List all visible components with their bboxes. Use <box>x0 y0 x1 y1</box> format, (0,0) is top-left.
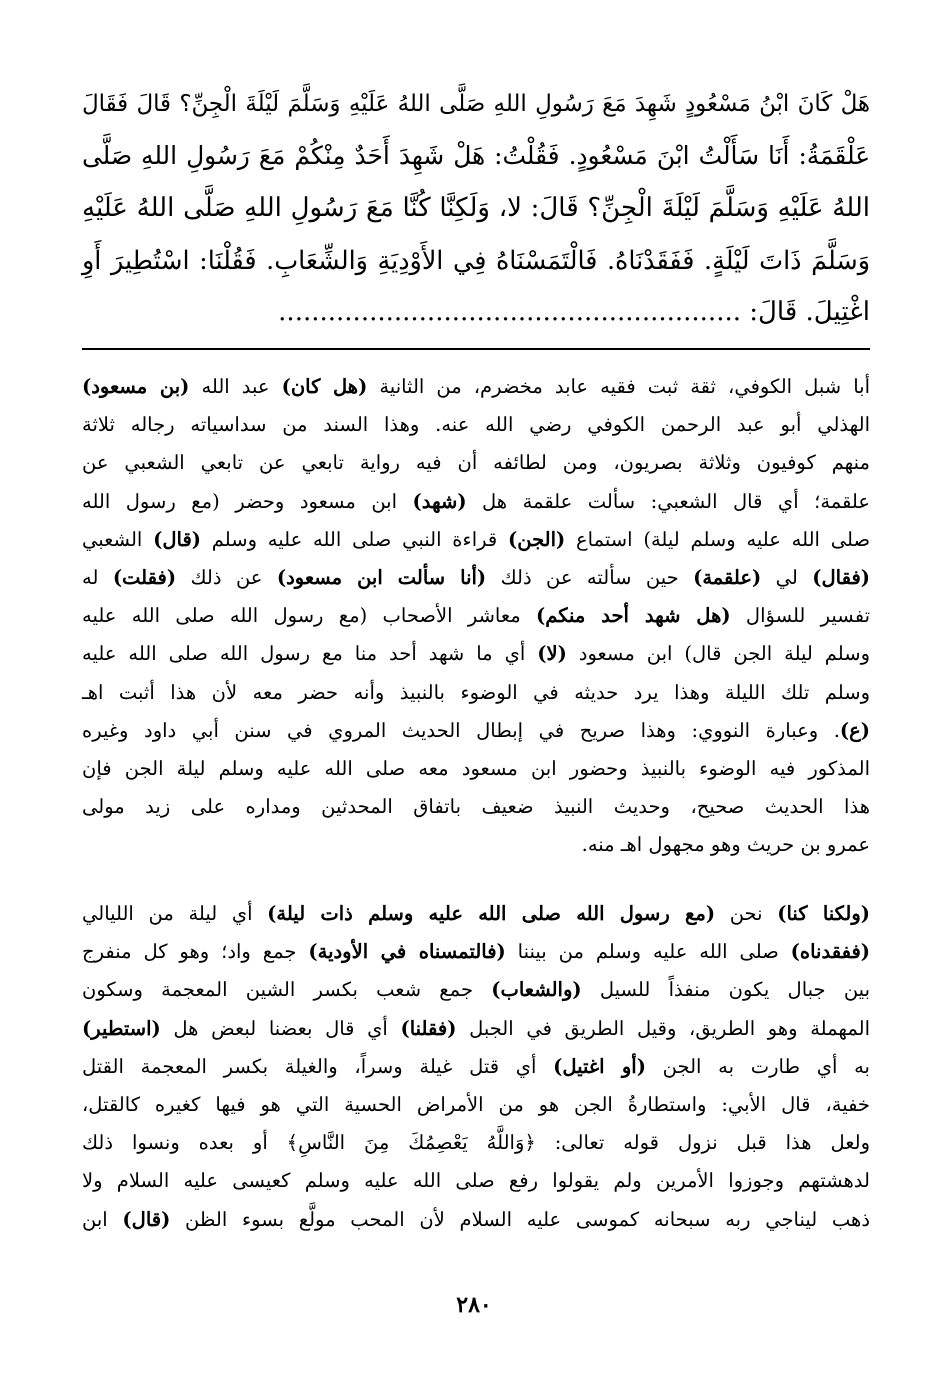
commentary-line: لدهشتهم وجوزوا الأمرين ولم يقولوا رفع صلى الله عليه وسلم كعيسى عليه السلام ولا <box>82 1169 870 1193</box>
commentary-line: المذكور فيه الوضوء بالنبيذ وحضور ابن مسعود معه صلى الله عليه وسلم ليلة الجن فإن <box>82 757 870 781</box>
commentary-paragraph-1 <box>82 368 870 865</box>
commentary-line: خفية، قال الأبي: واستطارةُ الجن هو من الأمراض الحسية التي هو فيها كغيره كالقتل، <box>82 1093 870 1117</box>
commentary-line: وسلم تلك الليلة وهذا يرد حديثه في الوضوء بالنبيذ وأنه حضر معه لأن هذا أثبت اهـ <box>82 680 870 704</box>
commentary-line: وسلم ليلة الجن قال) ابن مسعود (لا) أي ما شهد أحد منا مع رسول الله صلى الله عليه <box>82 642 870 666</box>
commentary-paragraph-2 <box>82 895 870 1239</box>
hadith-line: وَسَلَّمَ ذَاتَ لَيْلَةٍ. فَفَقَدْنَاهُ. فَالْتَمَسْنَاهُ فِي الأَوْدِيَةِ وَالشِّعَابِ. فَقُلْنَا: اسْتُطِيرَ أَوِ <box>82 245 870 275</box>
page-number: ٢٨٠ <box>456 1292 492 1318</box>
commentary-line: تفسير للسؤال (هل شهد أحد منكم) معاشر الأصحاب (مع رسول الله صلى الله عليه <box>82 604 870 628</box>
commentary-line: بين جبال يكون منفذاً للسيل (والشعاب) جمع شعب بكسر الشين المعجمة وسكون <box>82 978 870 1002</box>
commentary-line: (ولكنا كنا) نحن (مع رسول الله صلى الله عليه وسلم ذات ليلة) أي ليلة من الليالي <box>82 902 870 925</box>
commentary-line: عمرو بن حريث وهو مجهول اهـ منه. <box>581 833 870 857</box>
hadith-line: اغْتِيلَ. قَالَ: ........................................................ <box>278 297 870 327</box>
commentary-line: علقمة؛ أي قال الشعبي: سألت علقمة هل (شهد) ابن مسعود وحضر (مع رسول الله <box>82 489 870 513</box>
commentary-line: ذهب ليناجي ربه سبحانه كموسى عليه السلام لأن المحب مولَّع بسوء الظن (قال) ابن <box>82 1207 871 1231</box>
commentary-line: صلى الله عليه وسلم ليلة) استماع (الجن) قراءة النبي صلى الله عليه وسلم (قال) الشعبي <box>82 527 871 551</box>
commentary-line: به أي طارت به الجن (أو اغتيل) أي قتل غيلة وسراً، والغيلة بكسر المعجمة القتل <box>82 1054 870 1078</box>
commentary-line: ولعل هذا قبل نزول قوله تعالى: ﴿وَاللَّهُ يَعْصِمُكَ مِنَ النَّاسِ﴾ أو بعده ونسوا ذلك <box>82 1131 870 1155</box>
commentary-line: أبا شبل الكوفي، ثقة ثبت فقيه عابد مخضرم، من الثانية (هل كان) عبد الله (بن مسعود) <box>82 375 870 398</box>
hadith-line: اللهُ عَلَيْهِ وَسَلَّمَ لَيْلَةَ الْجِنِّ؟ قَالَ: لا، وَلَكِنَّا كُنَّا مَعَ رَسُولِ اللهِ صَلَّى اللهُ عَلَيْهِ <box>82 193 870 223</box>
hadith-line: عَلْقَمَةُ: أَنَا سَأَلْتُ ابْنَ مَسْعُودٍ. فَقُلْتُ: هَلْ شَهِدَ أَحَدٌ مِنْكُمْ مَعَ رَسُولِ اللهِ صَلَّى <box>82 141 870 170</box>
hadith-line: هَلْ كَانَ ابْنُ مَسْعُودٍ شَهِدَ مَعَ رَسُولِ اللهِ صَلَّى اللهُ عَلَيْهِ وَسَلَّمَ لَيْلَةَ الْجِنِّ؟ قَالَ فَقَالَ <box>82 91 870 117</box>
hadith-text <box>82 78 870 338</box>
commentary-line: (فقال) لي (علقمة) حين سألته عن ذلك (أنا سألت ابن مسعود) عن ذلك (فقلت) له <box>82 566 871 590</box>
commentary-line: (ع). وعبارة النووي: وهذا صريح في إبطال الحديث المروي في سنن أبي داود وغيره <box>82 718 870 742</box>
commentary-line: الهذلي أبو عبد الرحمن الكوفي رضي الله عنه. وهذا السند من سداسياته رجاله ثلاثة <box>82 413 870 437</box>
separator-rule <box>82 348 870 350</box>
commentary-line: هذا الحديث صحيح، وحديث النبيذ ضعيف باتفاق المحدثين ومداره على زيد مولى <box>82 795 870 819</box>
commentary-line: المهملة وهو الطريق، وقيل الطريق في الجبل (فقلنا) أي قال بعضنا لبعض هل (استطير) <box>82 1016 871 1040</box>
commentary-line: منهم كوفيون وثلاثة بصريون، ومن لطائفه أن فيه رواية تابعي عن تابعي الشعبي عن <box>82 451 870 475</box>
commentary-line: (ففقدناه) صلى الله عليه وسلم من بيننا (فالتمسناه في الأودية) جمع واد؛ وهو كل منفرج <box>82 940 870 964</box>
